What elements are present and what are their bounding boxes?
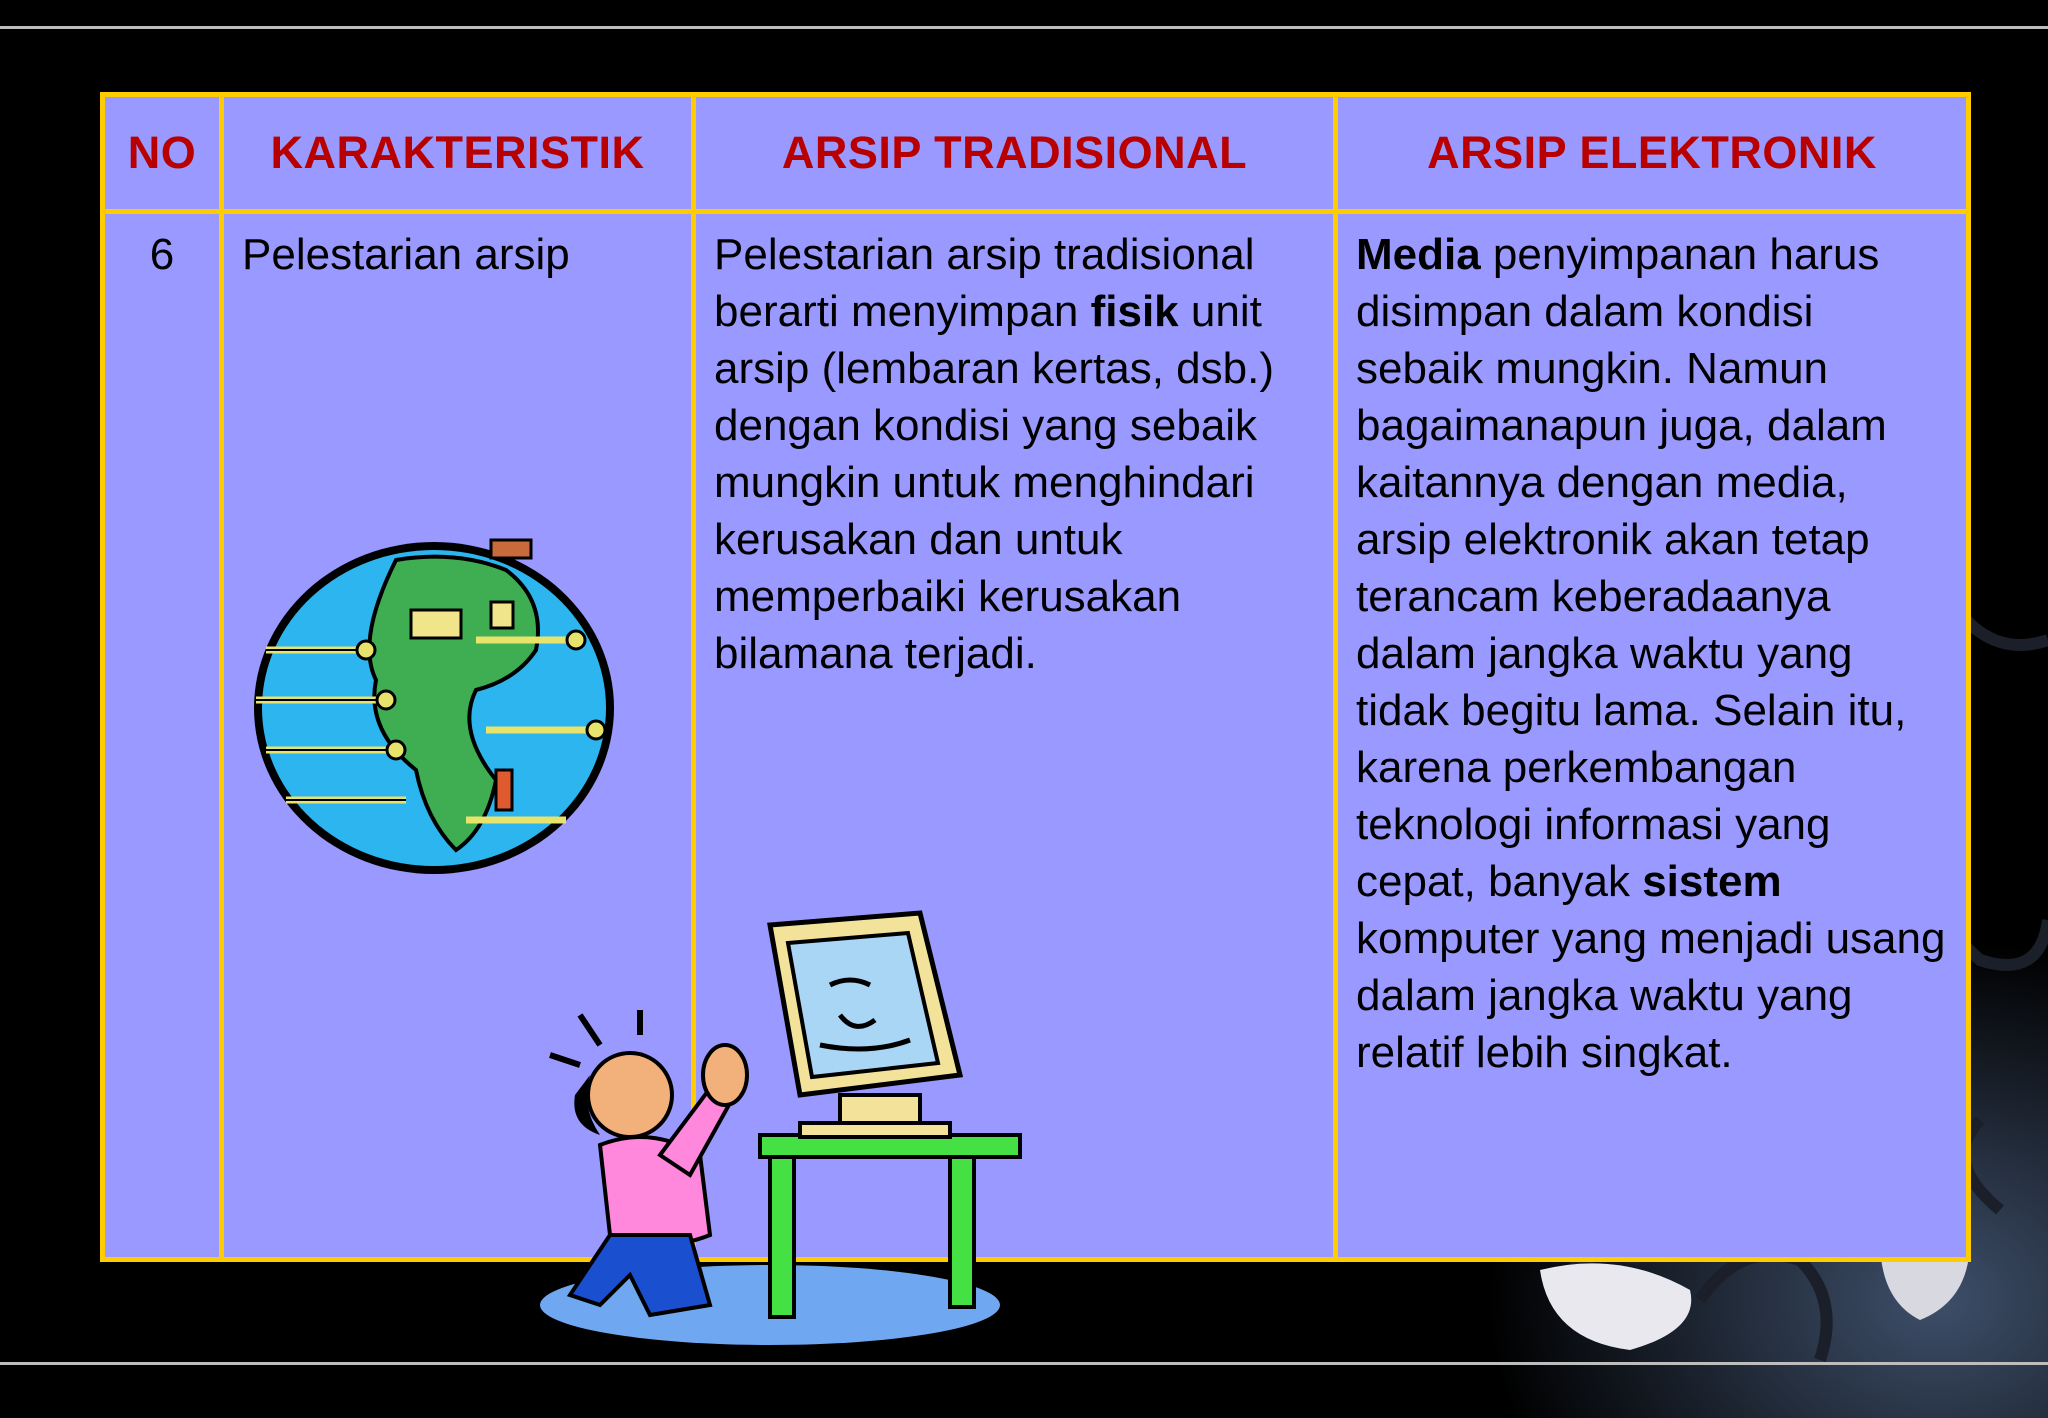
header-arsip-tradisional: ARSIP TRADISIONAL bbox=[694, 95, 1336, 212]
globe-circuit-illustration bbox=[246, 530, 622, 880]
pleading-man-computer-illustration bbox=[540, 905, 1040, 1350]
bottom-divider-line bbox=[0, 1362, 2048, 1365]
header-arsip-elektronik: ARSIP ELEKTRONIK bbox=[1336, 95, 1969, 212]
elektronik-bold-media: Media bbox=[1356, 230, 1481, 279]
elektronik-bold-sistem: sistem bbox=[1642, 857, 1782, 906]
header-karakteristik: KARAKTERISTIK bbox=[222, 95, 694, 212]
cell-no bbox=[103, 212, 222, 1260]
karakteristik-text: Pelestarian arsip bbox=[242, 230, 570, 279]
tradisional-bold-fisik: fisik bbox=[1090, 287, 1179, 336]
elektronik-text bbox=[1338, 214, 1966, 1081]
elektronik-text-part1: penyimpanan harus disimpan dalam kondisi sebaik mungkin. Namun bagaimanapun juga, dalam kaitannya dengan media, arsip elektronik akan tetap terancam keberadaanya dalam jangka waktu yang tidak begitu lama. Selain itu, karena perkembangan teknologi informasi yang cepat, banyak bbox=[1356, 230, 1907, 906]
top-divider-line bbox=[0, 26, 2048, 29]
elektronik-text-part2: komputer yang menjadi usang dalam jangka waktu yang relatif lebih singkat. bbox=[1356, 914, 1946, 1077]
row-number: 6 bbox=[149, 230, 175, 279]
table-header-row bbox=[103, 95, 1969, 212]
header-no: NO bbox=[103, 95, 222, 212]
tradisional-text-part1: Pelestarian arsip tradisional berarti menyimpan bbox=[714, 230, 1255, 336]
tradisional-text-part2: unit arsip (lembaran kertas, dsb.) dengan kondisi yang sebaik mungkin untuk menghindari kerusakan dan untuk memperbaiki kerusakan bilamana terjadi. bbox=[714, 287, 1274, 678]
tradisional-text bbox=[696, 214, 1333, 682]
cell-elektronik bbox=[1336, 212, 1969, 1260]
